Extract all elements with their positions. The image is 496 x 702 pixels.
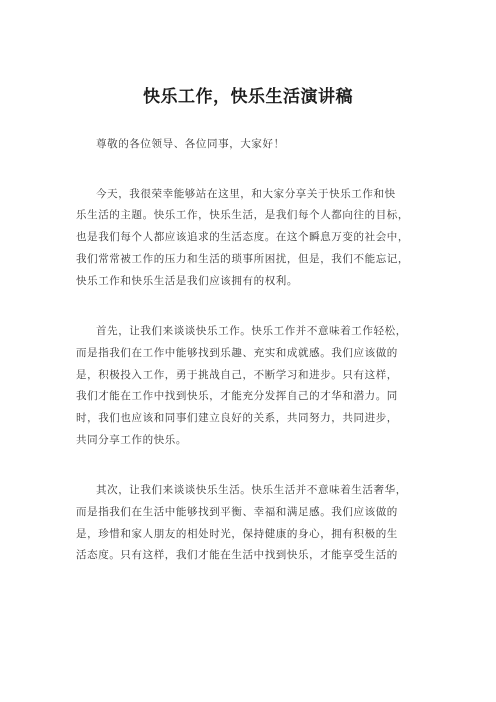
paragraph-2-line-1: 首先，让我们来谈谈快乐工作。快乐工作并不意味着工作轻松， xyxy=(96,325,407,337)
paragraph-2-line-4: 我们才能在工作中找到快乐，才能充分发挥自己的才华和潜力。同 xyxy=(76,390,398,402)
paragraph-1-line-4: 我们常常被工作的压力和生活的琐事所困扰，但是，我们不能忘记， xyxy=(76,253,409,265)
paragraph-3-line-3: 是，珍惜和家人朋友的相处时光，保持健康的身心，拥有积极的生 xyxy=(76,528,398,540)
paragraph-1-line-5: 快乐工作和快乐生活是我们应该拥有的权利。 xyxy=(76,275,298,287)
paragraph-2-line-2: 而是指我们在工作中能够找到乐趣、充实和成就感。我们应该做的 xyxy=(76,347,398,359)
paragraph-1-line-2: 乐生活的主题。快乐工作，快乐生活，是我们每个人都向往的目标， xyxy=(76,209,409,221)
paragraph-3-line-4: 活态度。只有这样，我们才能在生活中找到快乐，才能享受生活的 xyxy=(76,549,398,561)
paragraph-3-line-1: 其次，让我们来谈谈快乐生活。快乐生活并不意味着生活奢华， xyxy=(96,484,407,496)
paragraph-2-line-5: 时，我们也应该和同事们建立良好的关系，共同努力，共同进步， xyxy=(76,412,398,424)
paragraph-1-line-3: 也是我们每个人都应该追求的生活态度。在这个瞬息万变的社会中， xyxy=(76,231,409,243)
paragraph-2-line-3: 是，积极投入工作，勇于挑战自己，不断学习和进步。只有这样， xyxy=(76,369,398,381)
paragraph-3-line-2: 而是指我们在生活中能够找到平衡、幸福和满足感。我们应该做的 xyxy=(76,506,398,518)
paragraph-2-line-6: 共同分享工作的快乐。 xyxy=(76,434,187,446)
document-title: 快乐工作，快乐生活演讲稿 xyxy=(143,87,353,107)
paragraph-1-line-1: 今天，我很荣幸能够站在这里，和大家分享关于快乐工作和快 xyxy=(96,188,396,200)
greeting-line: 尊敬的各位领导、各位同事，大家好！ xyxy=(96,138,285,150)
